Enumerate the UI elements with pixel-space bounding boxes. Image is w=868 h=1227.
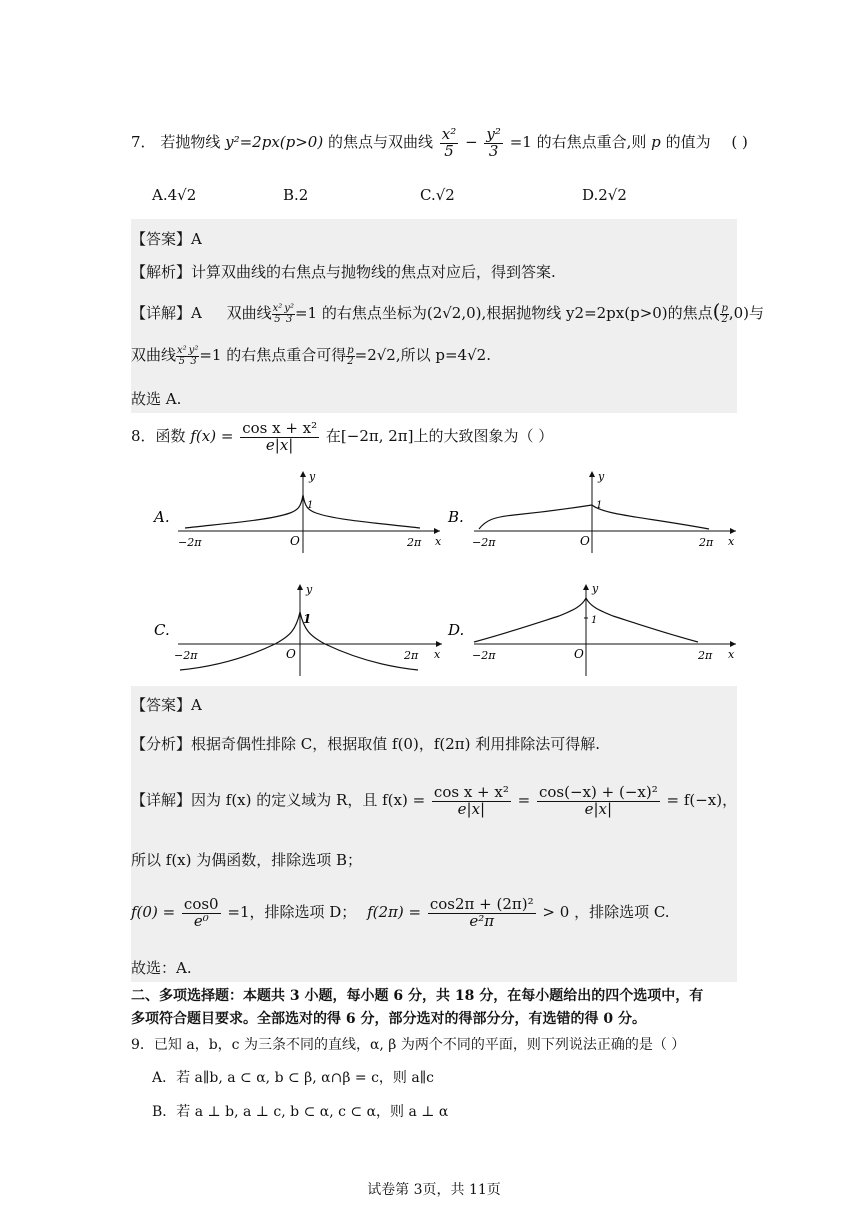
q7-paren: ( ): [731, 133, 748, 151]
q7-option-c: C.√2: [420, 186, 455, 204]
graph-a: [150, 465, 450, 559]
svg-text:2π: 2π: [404, 649, 419, 662]
svg-text:1: 1: [303, 612, 312, 626]
svg-text:y: y: [598, 470, 605, 483]
graph-d-label: D.: [448, 621, 465, 639]
q7-number: 7．: [131, 133, 156, 151]
svg-text:−2π: −2π: [472, 649, 496, 662]
svg-text:2π: 2π: [699, 536, 714, 549]
svg-text:O: O: [580, 534, 590, 548]
svg-text:2π: 2π: [407, 536, 422, 549]
svg-text:O: O: [574, 647, 584, 661]
q7-stem-text-2: 的焦点与双曲线: [328, 133, 434, 151]
graph-d: [444, 578, 744, 682]
q7-minus: −: [465, 133, 478, 151]
q8-solution-box: [131, 686, 737, 982]
svg-text:x: x: [728, 648, 735, 661]
graph-b: [444, 465, 744, 559]
page-footer: 试卷第 3页，共 11页: [367, 1182, 501, 1198]
svg-text:1: 1: [591, 615, 598, 626]
svg-text:y: y: [592, 582, 599, 595]
q7-analysis: 【解析】计算双曲线的右焦点与抛物线的焦点对应后，得到答案.: [131, 263, 556, 281]
svg-text:x: x: [728, 535, 735, 548]
q8-even: 所以 f(x) 为偶函数，排除选项 B；: [131, 851, 363, 869]
svg-text:2π: 2π: [698, 649, 713, 662]
q7-option-d: D.2√2: [582, 186, 627, 204]
svg-text:x: x: [435, 535, 442, 548]
svg-text:O: O: [286, 647, 296, 661]
q7-answer: 【答案】A: [131, 230, 202, 248]
q7-option-a: A.4√2: [152, 186, 197, 204]
q7-stem-text: 若抛物线: [160, 133, 221, 151]
svg-text:−2π: −2π: [178, 536, 202, 549]
q7-option-b: B.2: [283, 186, 309, 204]
svg-text:y: y: [306, 583, 313, 596]
q7-stem-text-3: 的右焦点重合,则: [536, 133, 647, 151]
q7-fraction-x: $\frac{\text{x²}}{5}$: [441, 124, 457, 160]
section2-line2: 多项符合题目要求。全部选对的得 6 分，部分选对的得部分分，有选错的得 0 分。: [131, 1011, 646, 1027]
q7-fraction-y: $\frac{\text{y²}}{3}$: [486, 124, 501, 160]
svg-text:−2π: −2π: [174, 649, 198, 662]
q9-stem: 9．已知 a，b，c 为三条不同的直线，α, β 为两个不同的平面，则下列说法正确的是（ ）: [131, 1037, 686, 1053]
q8-analysis: 【分析】根据奇偶性排除 C，根据取值 f(0)，f(2π) 利用排除法可得解.: [131, 735, 601, 753]
q8-choose: 故选：A.: [131, 959, 192, 977]
q8-stem: 8．函数 f(x) = $\frac{\text{cos x + x²}}{e|x|}$ 在[−2π, 2π]上的大致图象为（ ）: [131, 418, 554, 454]
svg-text:−2π: −2π: [472, 536, 496, 549]
q7-stem: [131, 124, 748, 160]
q8-answer: 【答案】A: [131, 696, 202, 714]
q9-option-b: B．若 a ⊥ b, a ⊥ c, b ⊂ α, c ⊂ α，则 a ⊥ α: [152, 1104, 449, 1120]
q7-p: p: [651, 133, 661, 151]
svg-text:1: 1: [307, 500, 314, 511]
svg-text:x: x: [434, 648, 441, 661]
q7-equals-one: =1: [509, 133, 532, 151]
graph-c-label: C.: [154, 621, 170, 639]
section2-line1: 二、多项选择题：本题共 3 小题，每小题 6 分，共 18 分，在每小题给出的四个选项中，有: [131, 988, 704, 1004]
q7-detail-line2: 双曲线 $\frac{\text{x²}}{5}$ $\frac{\text{y²}}{3}$ =1 的右焦点重合可得 $\frac{p}{2}$ =2√2,所以 p=4√2.: [131, 344, 491, 367]
svg-text:1: 1: [596, 500, 603, 511]
q9-option-a: A．若 a∥b, a ⊂ α, b ⊂ β, α∩β = c，则 a∥c: [152, 1070, 435, 1086]
graph-b-label: B.: [448, 508, 464, 526]
svg-text:O: O: [290, 534, 300, 548]
q7-detail-line1: 【详解】A 双曲线 $\frac{\text{x²}}{5}$ $\frac{\text{y²}}{3}$ =1 的右焦点坐标为(2√2,0),根据抛物线 y2=2px(p>0)的焦点( $\frac{p}{2}$ ,0)与: [131, 299, 765, 325]
q7-stem-text-4: 的值为: [665, 133, 711, 151]
q8-eval: f(0) = $\frac{\cos 0}{\text{e⁰}}$ =1，排除选项 D； f(2π) = $\frac{\text{cos2π + (2π)²}}{\text{e²π}}$ > 0 ，排除选项 C.: [131, 894, 670, 930]
svg-text:y: y: [309, 470, 316, 483]
q7-parabola: y²=2px(p>0): [225, 133, 324, 151]
graph-c: [150, 578, 450, 682]
graph-a-label: A.: [154, 508, 170, 526]
q7-choose: 故选 A.: [131, 390, 182, 408]
q8-detail: 【详解】因为 f(x) 的定义域为 R，且 f(x) = $\frac{\text{cos x + x²}}{e|x|}$ = $\frac{\text{cos(−x) + (−x)²}}{e|x|}$ = f(−x)，: [131, 782, 738, 818]
